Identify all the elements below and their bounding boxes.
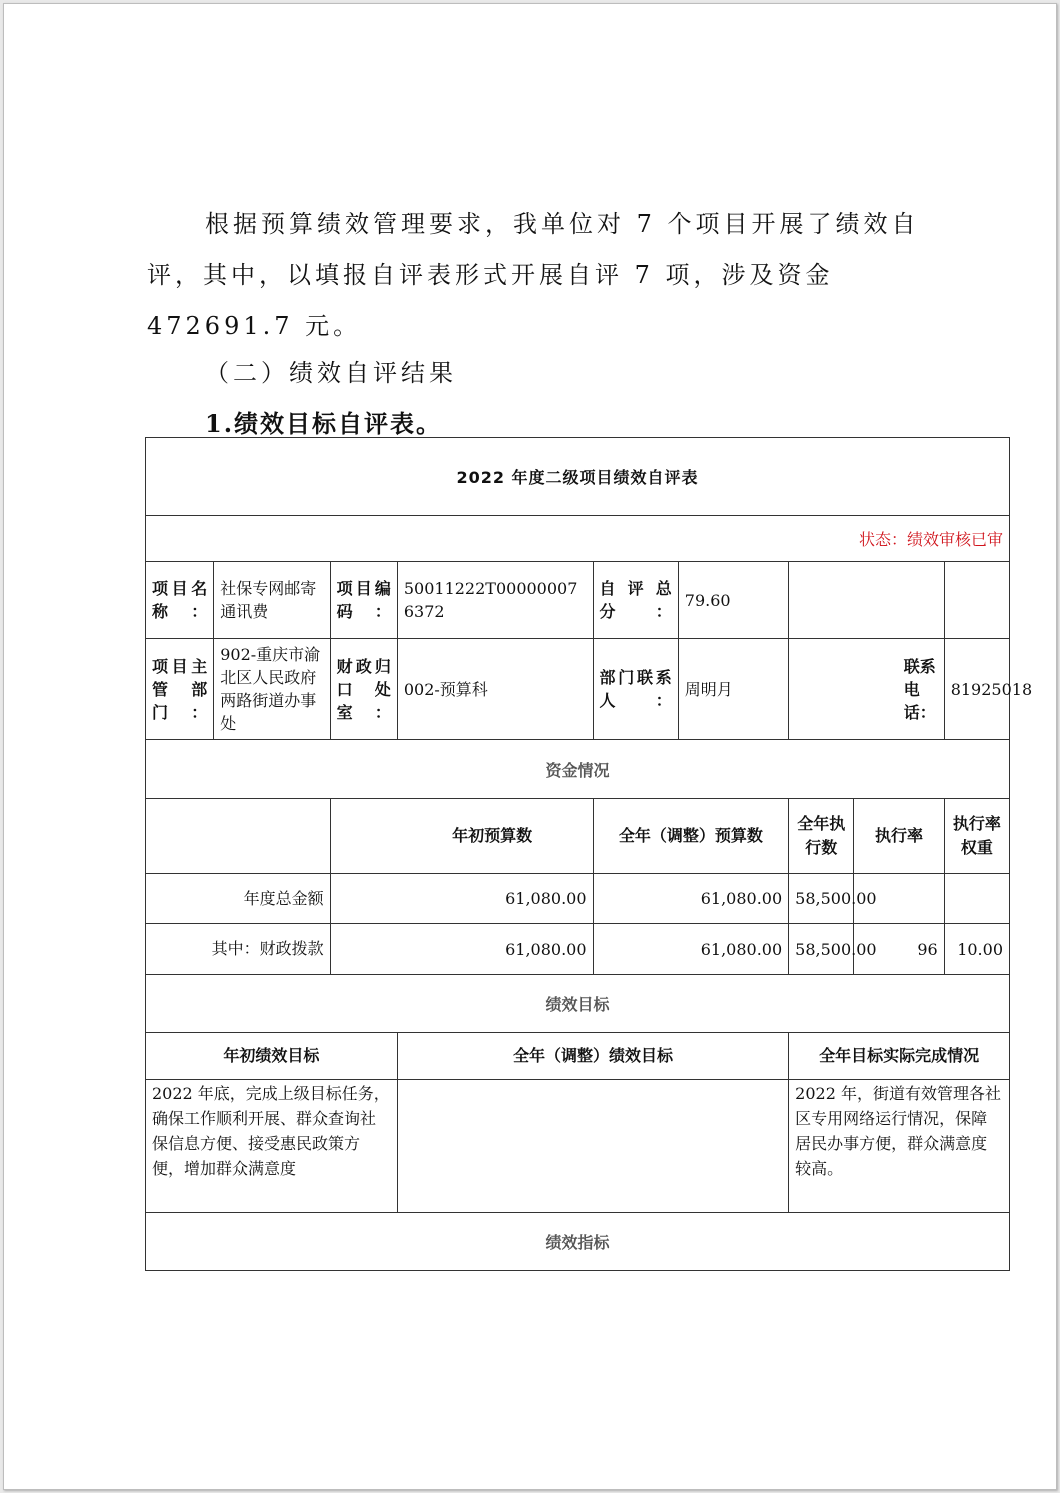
goals-header-adjusted: 全年（调整）绩效目标: [397, 1033, 788, 1080]
funds-row-fiscal-initial: 61,080.00: [330, 924, 593, 975]
funds-row-total-executed: 58,500.00: [789, 874, 854, 924]
funds-row-total-initial: 61,080.00: [330, 874, 593, 924]
funds-header-adjusted-budget: 全年（调整）预算数: [593, 799, 789, 874]
performance-evaluation-table: [145, 437, 1033, 1271]
funds-row-fiscal-rate: 96: [854, 924, 944, 975]
funds-row-fiscal-weight: 10.00: [944, 924, 1009, 975]
dept-label: 项目主管部门：: [146, 639, 214, 740]
goals-section-title: 绩效目标: [146, 975, 1010, 1033]
subsection-heading: 1.绩效目标自评表。: [205, 409, 443, 438]
indicators-section-title: 绩效指标: [146, 1213, 1010, 1271]
funds-row-total-adjusted: 61,080.00: [593, 874, 789, 924]
contact-value: 周明月: [678, 639, 788, 740]
score-value: 79.60: [678, 562, 788, 639]
section-heading: （二）绩效自评结果: [205, 359, 457, 387]
finance-office-value: 002-预算科: [397, 639, 593, 740]
project-name-label: 项目名称：: [146, 562, 214, 639]
funds-row-total-weight: [944, 874, 1009, 924]
goals-initial-text: 2022 年底，完成上级目标任务，确保工作顺利开展、群众查询社保信息方便、接受惠民政策方便，增加群众满意度: [146, 1080, 398, 1213]
goals-header-actual: 全年目标实际完成情况: [789, 1033, 1010, 1080]
project-code: 50011222T000000076372: [397, 562, 593, 639]
project-name: 社保专网邮寄通讯费: [214, 562, 330, 639]
funds-header-initial-budget: 年初预算数: [330, 799, 593, 874]
goals-actual-text: 2022 年，街道有效管理各社区专用网络运行情况，保障居民办事方便，群众满意度较高。: [789, 1080, 1010, 1213]
funds-section-title: 资金情况: [146, 740, 1010, 799]
form-title: 2022 年度二级项目绩效自评表: [146, 438, 1010, 516]
contact-label: 部门联系人：: [593, 639, 678, 740]
funds-header-executed: 全年执行数: [789, 799, 854, 874]
score-label: 自评总分：: [593, 562, 678, 639]
dept-value: 902-重庆市渝北区人民政府两路街道办事处: [214, 639, 330, 740]
document-page: [3, 3, 1057, 1490]
finance-office-label: 财政归口处室：: [330, 639, 397, 740]
empty-cell: [944, 562, 1009, 639]
funds-header-blank: [146, 799, 331, 874]
intro-paragraph: 根据预算绩效管理要求，我单位对 7 个项目开展了绩效自评，其中，以填报自评表形式开展自评 7 项，涉及资金472691.7 元。: [147, 210, 920, 340]
funds-header-exec-rate: 执行率: [854, 799, 944, 874]
funds-row-total-label: 年度总金额: [146, 874, 331, 924]
status-badge: 状态：绩效审核已审: [146, 516, 1010, 562]
project-code-label: 项目编码：: [330, 562, 397, 639]
phone-label-text: 联系电话：: [903, 656, 936, 722]
empty-cell: [789, 562, 945, 639]
phone-value: 81925018: [944, 639, 1009, 740]
phone-label: [789, 639, 945, 740]
goals-adjusted-text: [397, 1080, 788, 1213]
goals-header-initial: 年初绩效目标: [146, 1033, 398, 1080]
funds-header-weight: 执行率权重: [944, 799, 1009, 874]
funds-row-fiscal-adjusted: 61,080.00: [593, 924, 789, 975]
funds-row-fiscal-executed: 58,500.00: [789, 924, 854, 975]
funds-row-fiscal-label: 其中：财政拨款: [146, 924, 331, 975]
